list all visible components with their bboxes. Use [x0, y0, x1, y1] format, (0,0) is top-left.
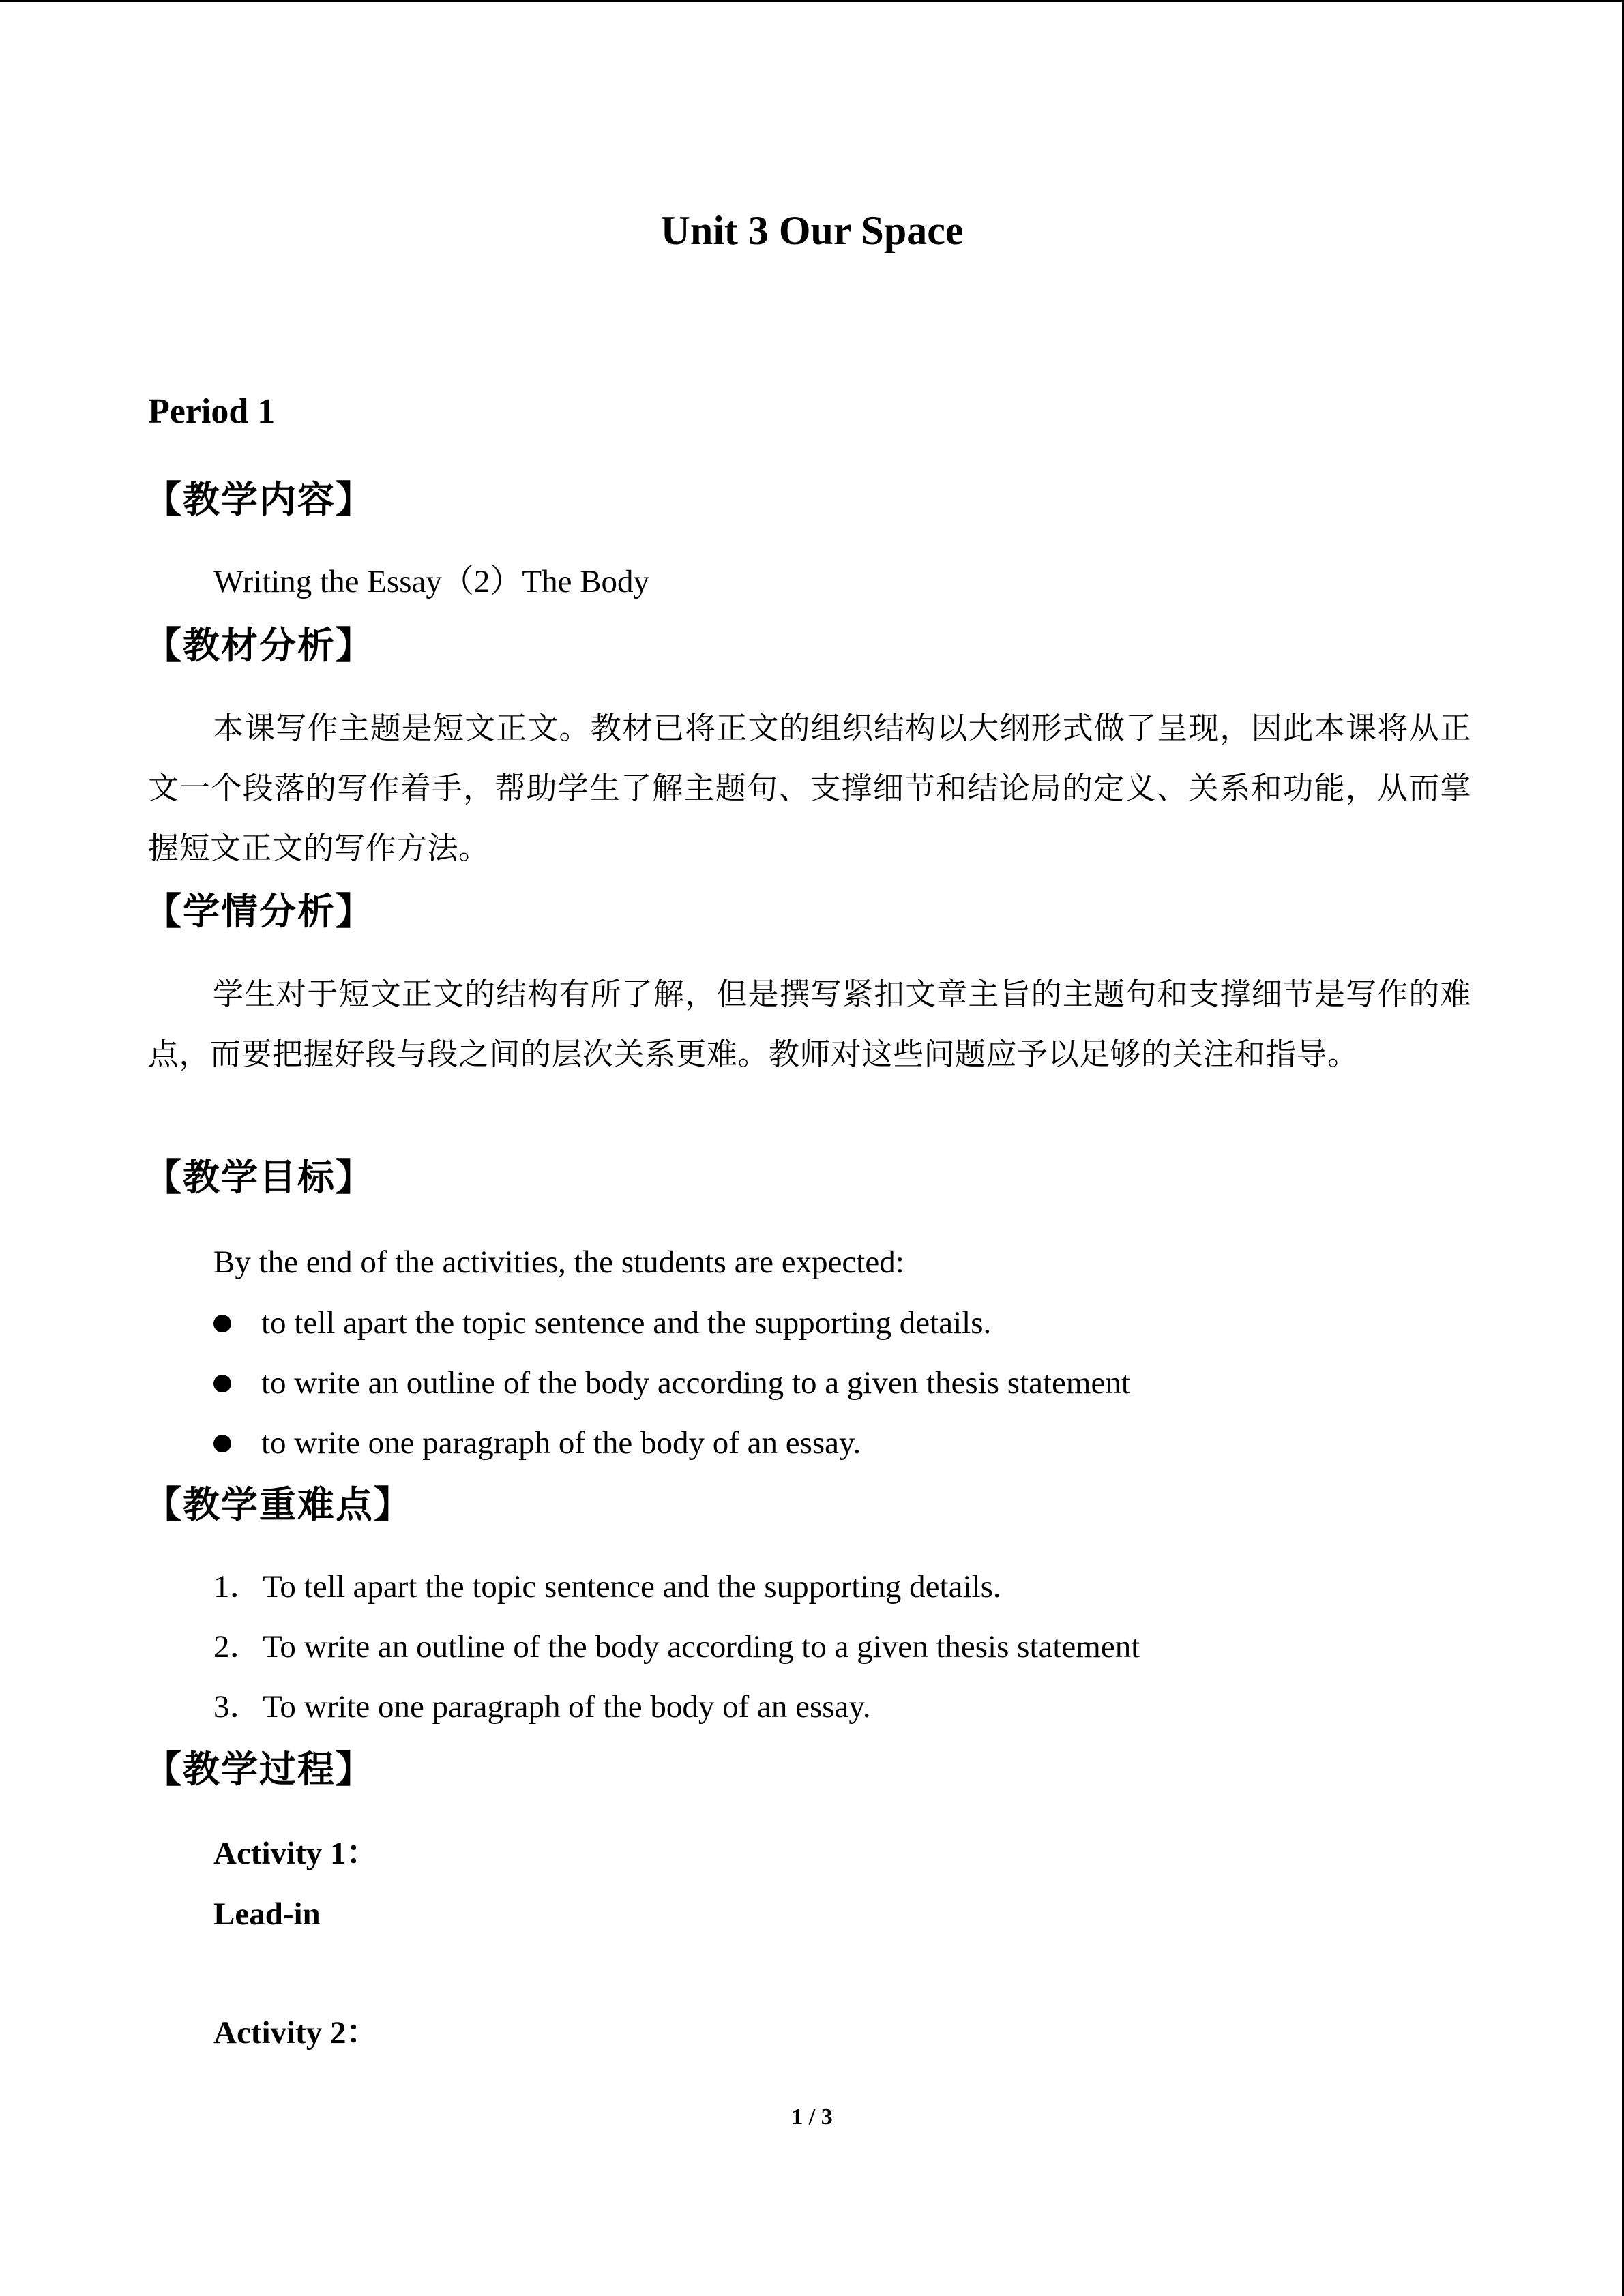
- page-top-border: [0, 0, 1624, 2]
- bullet-icon: [213, 1375, 231, 1392]
- objective-item-text: to write one paragraph of the body of an essay.: [261, 1425, 861, 1461]
- key-point-item: [213, 1691, 871, 1723]
- material-analysis-paragraph: 本课写作主题是短文正文。教材已将正文的组织结构以大纲形式做了呈现，因此本课将从正文一个段落的写作着手，帮助学生了解主题句、支撑细节和结论局的定义、关系和功能，从而掌握短文正文的写作方法。: [148, 710, 1471, 866]
- activity-2-label: Activity 2：: [213, 2015, 379, 2051]
- bullet-icon: [213, 1435, 231, 1452]
- objective-item-text: to write an outline of the body according to a given thesis statement: [261, 1365, 1130, 1401]
- section-heading-material-analysis: 【教材分析】: [145, 624, 374, 667]
- objective-item: [213, 1307, 991, 1339]
- objective-item: [213, 1367, 1130, 1399]
- bullet-icon: [213, 1315, 231, 1332]
- section-heading-student-analysis: 【学情分析】: [145, 890, 374, 933]
- key-point-text: To write an outline of the body according to a given thesis statement: [263, 1629, 1140, 1665]
- key-point-number: 3．: [213, 1689, 262, 1725]
- key-point-item: [213, 1631, 1140, 1663]
- key-point-number: 2．: [213, 1629, 262, 1665]
- objectives-intro: By the end of the activities, the students are expected:: [213, 1244, 904, 1280]
- period-heading: Period 1: [148, 392, 276, 431]
- key-point-text: To tell apart the topic sentence and the supporting details.: [263, 1569, 1001, 1605]
- activity-1-title: Lead-in: [213, 1896, 321, 1932]
- section-heading-process: 【教学过程】: [145, 1748, 374, 1791]
- key-point-text: To write one paragraph of the body of an essay.: [263, 1689, 871, 1725]
- document-title: Unit 3 Our Space: [660, 208, 964, 253]
- key-point-number: 1．: [213, 1569, 262, 1605]
- key-point-item: [213, 1571, 1001, 1603]
- section-heading-objectives: 【教学目标】: [145, 1156, 374, 1199]
- activity-1-label: Activity 1：: [213, 1836, 379, 1871]
- page-number: 1 / 3: [791, 2104, 833, 2130]
- student-analysis-paragraph: 学生对于短文正文的结构有所了解，但是撰写紧扣文章主旨的主题句和支撑细节是写作的难点，而要把握好段与段之间的层次关系更难。教师对这些问题应予以足够的关注和指导。: [148, 976, 1471, 1072]
- objective-item-text: to tell apart the topic sentence and the supporting details.: [261, 1305, 992, 1341]
- section-heading-key-points: 【教学重难点】: [145, 1483, 412, 1526]
- content-text: Writing the Essay（2）The Body: [213, 564, 650, 599]
- objective-item: [213, 1427, 861, 1459]
- section-heading-content: 【教学内容】: [145, 478, 374, 521]
